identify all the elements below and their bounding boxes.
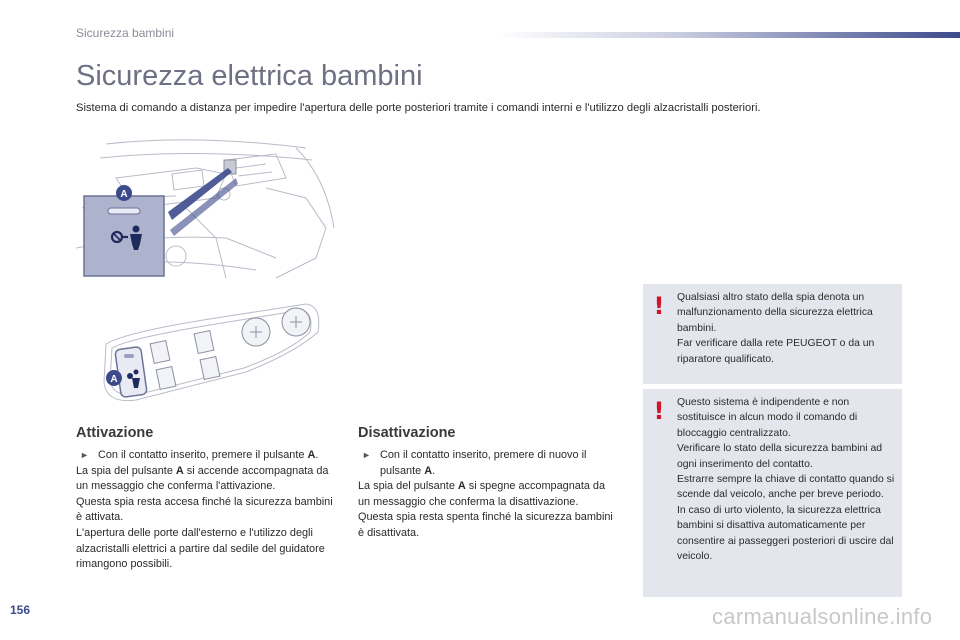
button-a-ref: A bbox=[307, 449, 316, 461]
warning-text: Questo sistema è indipendente e non sostituisce in alcun modo il comando di bloccaggio centralizzato. Verificare lo stato della sicurezza bambini ad ogni inserimento del contatto. Estrarre sempre la chiave di contatto quando si scende dal veicolo, anche per breve periodo. In caso di urto violento, la sicurezza elettrica bambini si disattiva automaticamente per consentire ai passeggeri posteriori di uscire dal veicolo. bbox=[677, 397, 895, 563]
header-rule bbox=[495, 32, 960, 38]
attivazione-para-2: Questa spia resta accesa finché la sicurezza bambini è attivata. bbox=[76, 495, 333, 524]
attivazione-heading: Attivazione bbox=[76, 425, 154, 441]
disattivazione-para-1: La spia del pulsante A si spegne accompagnata da un messaggio che conferma la disattivazione. bbox=[358, 480, 606, 508]
disattivazione-heading: Disattivazione bbox=[358, 425, 456, 441]
disattivazione-para-2: Questa spia resta spenta finché la sicurezza bambini è disattivata. bbox=[358, 511, 613, 539]
attivazione-body bbox=[76, 448, 338, 573]
door-switch-illustration bbox=[96, 292, 324, 402]
dashboard-illustration bbox=[76, 138, 338, 284]
page-number: 156 bbox=[10, 603, 31, 617]
disattivazione-body bbox=[358, 448, 620, 542]
page-title: Sicurezza elettrica bambini bbox=[76, 60, 423, 92]
bullet-arrow-icon: ► bbox=[80, 450, 89, 460]
button-a-ref: A bbox=[175, 464, 184, 477]
intro-text: Sistema di comando a distanza per impedire l'apertura delle porte posteriori tramite i comandi interni e l'utilizzo degli alzacristalli posteriori. bbox=[76, 102, 761, 114]
warning-icon: ! bbox=[653, 397, 665, 425]
callout-a-bottom: A bbox=[110, 374, 118, 385]
watermark: carmanualsonline.info bbox=[712, 604, 933, 629]
button-a-ref: A bbox=[457, 480, 466, 493]
warning-text: Qualsiasi altro stato della spia denota un malfunzionamento della sicurezza elettrica bambini. Far verificare dalla rete PEUGEOT o da un riparatore qualificato. bbox=[677, 292, 875, 365]
callout-a-top: A bbox=[120, 189, 128, 200]
section-header: Sicurezza bambini bbox=[76, 26, 175, 40]
warning-box-malfunction bbox=[643, 284, 902, 384]
button-a-ref: A bbox=[424, 464, 433, 477]
disattivazione-bullet: ► Con il contatto inserito, premere di nuovo il pulsante A. bbox=[362, 449, 587, 477]
attivazione-para-1: La spia del pulsante A si accende accompagnata da un messaggio che conferma l'attivazione. bbox=[76, 464, 329, 493]
warning-icon: ! bbox=[653, 292, 665, 320]
bullet-arrow-icon: ► bbox=[362, 450, 371, 460]
warning-box-system-info bbox=[643, 389, 902, 597]
attivazione-bullet: ► Con il contatto inserito, premere il pulsante A. bbox=[76, 448, 338, 464]
attivazione-para-3: L'apertura delle porte dall'esterno e l'utilizzo degli alzacristalli elettrici a partire dal sedile del guidatore rimangono possibili. bbox=[76, 526, 325, 571]
